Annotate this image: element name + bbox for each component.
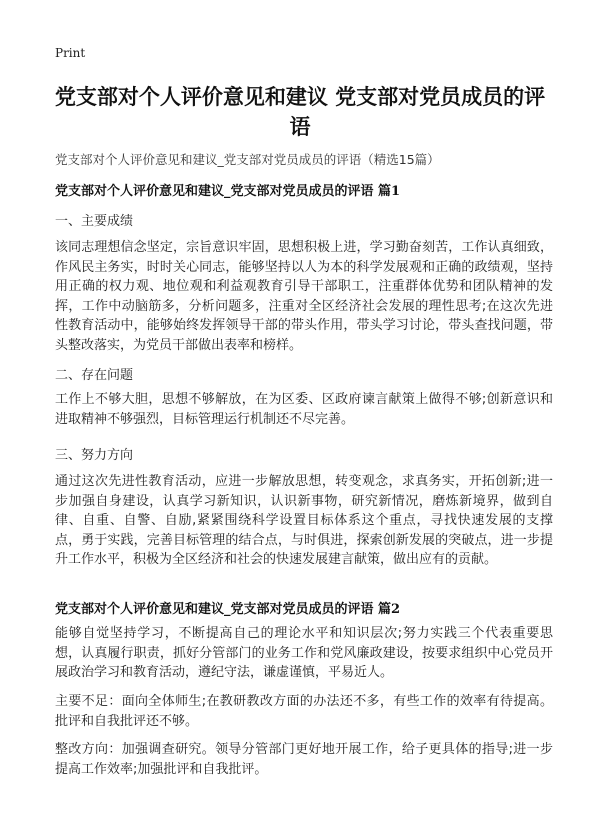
article-1-heading: 党支部对个人评价意见和建议_党支部对党员成员的评语 篇1 <box>55 184 401 199</box>
article-2-paragraph-1: 能够自觉坚持学习，不断提高自己的理论水平和知识层次;努力实践三个代表重要思想，认真履行职责，抓好分管部门的业务工作和党风廉政建设，按要求组织中心党员开展政治学习和教育活动，遵纪守法，谦虚谨慎，平易近人。 <box>55 626 553 681</box>
section-3-title: 三、努力方向 <box>55 448 134 463</box>
article-2-heading: 党支部对个人评价意见和建议_党支部对党员成员的评语 篇2 <box>55 602 401 617</box>
page-title: 党支部对个人评价意见和建议 党支部对党员成员的评语 <box>54 85 546 139</box>
article-2-paragraph-2: 主要不足：面向全体师生;在教研教改方面的办法还不多，有些工作的效率有待提高。批评和自我批评还不够。 <box>55 694 553 729</box>
print-label: Print <box>55 46 86 60</box>
section-1-paragraph: 该同志理想信念坚定，宗旨意识牢固，思想积极上进，学习勤奋刻苦，工作认真细致，作风民主务实，时时关心同志，能够坚持以人为本的科学发展观和正确的政绩观，坚持用正确的权力观、地位观和利益观教育引导干部职工，注重群体优势和团队精神的发挥，工作中动脑筋多，分析问题多，注重对全区经济社会发展的理性思考;在这次先进性教育活动中，能够始终发挥领导干部的带头作用，带头学习讨论，带头查找问题，带头整改落实，为党员干部做出表率和榜样。 <box>55 240 553 353</box>
section-3-paragraph: 通过这次先进性教育活动，应进一步解放思想，转变观念，求真务实，开拓创新;进一步加强自身建设，认真学习新知识，认识新事物，研究新情况，磨炼新境界，做到自律、自重、自警、自励,紧紧围绕科学设置目标体系这个重点，寻找快速发展的支撑点，勇于实践，完善目标管理的结合点，与时俱进，探索创新发展的突破点，进一步提升工作水平，积极为全区经济和社会的快速发展建言献策，做出应有的贡献。 <box>55 474 553 568</box>
section-2-paragraph: 工作上不够大胆，思想不够解放，在为区委、区政府谏言献策上做得不够;创新意识和进取精神不够强烈，目标管理运行机制还不尽完善。 <box>55 392 553 427</box>
section-1-title: 一、主要成绩 <box>55 214 134 229</box>
article-2-paragraph-3: 整改方向：加强调查研究。领导分管部门更好地开展工作，给子更具体的指导;进一步提高工作效率;加强批评和自我批评。 <box>55 742 553 777</box>
section-2-title: 二、存在问题 <box>55 368 134 383</box>
page-subtitle: 党支部对个人评价意见和建议_党支部对党员成员的评语（精选15篇） <box>55 152 440 167</box>
